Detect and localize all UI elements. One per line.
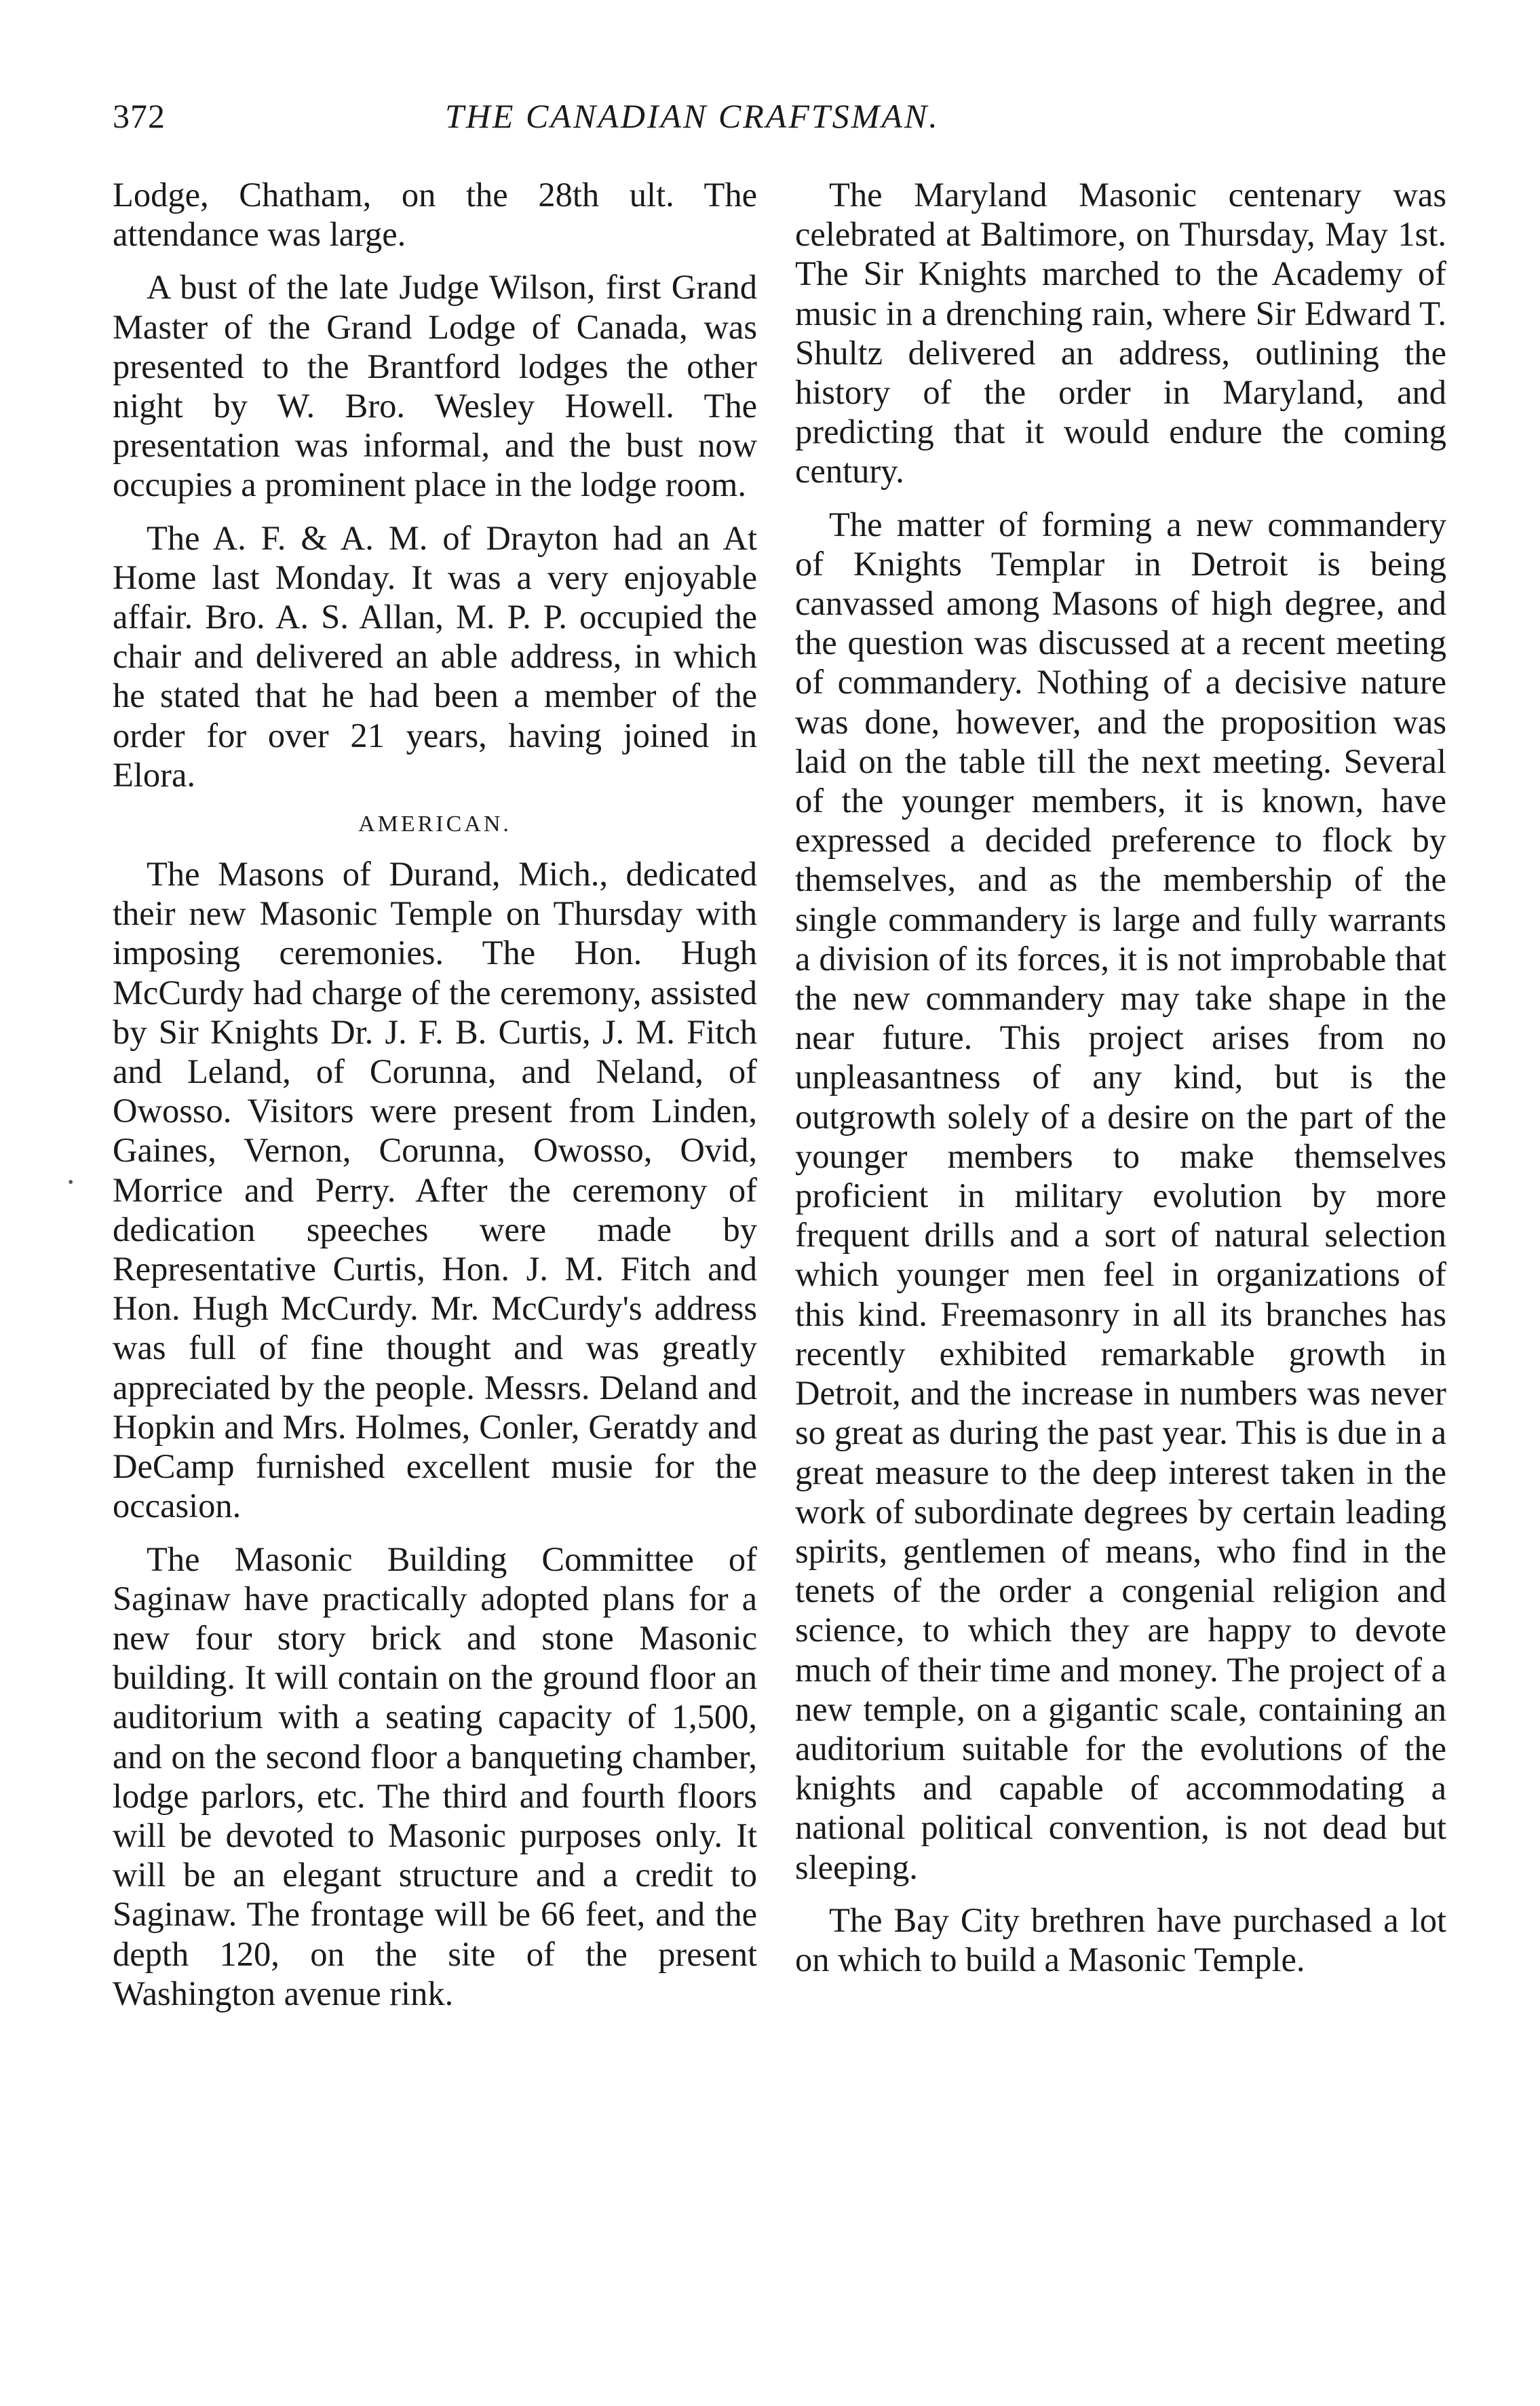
left-column <box>113 175 757 2027</box>
page-number: 372 <box>113 97 166 135</box>
section-heading-american: AMERICAN. <box>358 811 512 837</box>
paragraph-judge-wilson-bust: A bust of the late Judge Wilson, first Grand Master of the Grand Lodge of Canada, was presented to the Brantford lodges the other night by W. Bro. Wesley Howell. The presentation was informal, and the bust now occupies a prominent place in the lodge room. <box>113 268 757 504</box>
paragraph-drayton-at-home: The A. F. & A. M. of Drayton had an At Home last Monday. It was a very enjoyable affair. Bro. A. S. Allan, M. P. P. occupied the chair and delivered an able address, in which he stated that he had been a member of the order for over 21 years, having joined in Elora. <box>113 518 757 794</box>
paragraph-bay-city-temple: The Bay City brethren have purchased a lot on which to build a Masonic Temple. <box>795 1901 1446 1979</box>
paragraph-durand-temple: The Masons of Durand, Mich., dedicated their new Masonic Temple on Thursday with imposing ceremonies. The Hon. Hugh McCurdy had charge of the ceremony, assisted by Sir Knights Dr. J. F. B. Curtis, J. M. Fitch and Leland, of Corunna, and Neland, of Owosso. Visitors were present from Linden, Gaines, Vernon, Corunna, Owosso, Ovid, Morrice and Perry. After the ceremony of dedication speeches were made by Representative Curtis, Hon. J. M. Fitch and Hon. Hugh McCurdy. Mr. McCurdy's address was full of fine thought and was greatly appreciated by the people. Messrs. Deland and Hopkin and Mrs. Holmes, Conler, Geratdy and DeCamp furnished excellent musie for the occasion. <box>113 855 757 1525</box>
page-header <box>113 96 1442 151</box>
right-column <box>795 175 1446 1993</box>
margin-dot-mark: • <box>68 1174 74 1191</box>
paragraph-saginaw-building: The Masonic Building Committee of Saginaw have practically adopted plans for a new four story brick and stone Masonic building. It will contain on the ground floor an auditorium with a seating capacity of 1,500, and on the second floor a banqueting chamber, lodge parlors, etc. The third and fourth floors will be devoted to Masonic purposes only. It will be an elegant structure and a credit to Saginaw. The frontage will be 66 feet, and the depth 120, on the site of the present Washington avenue rink. <box>113 1540 757 2012</box>
paragraph-chatham-continued: Lodge, Chatham, on the 28th ult. The attendance was large. <box>113 176 757 254</box>
paragraph-detroit-commandery: The matter of forming a new commandery of Knights Templar in Detroit is being canvassed among Masons of high degree, and the question was discussed at a recent meeting of commandery. Nothing of a decisive nature was done, however, and the proposition was laid on the table till the next meeting. Several of the younger members, it is known, have expressed a decided preference to flock by themselves, and as the membership of the single commandery is large and fully warrants a division of its forces, it is not improbable that the new commandery may take shape in the near future. This project arises from no unpleasantness of any kind, but is the outgrowth solely of a desire on the part of the younger members to make themselves proficient in military evolution by more frequent drills and a sort of natural selection which younger men feel in organizations of this kind. Freemasonry in all its branches has recently exhibited remarkable growth in Detroit, and the increase in numbers was never so great as during the past year. This is due in a great measure to the deep interest taken in the work of subordinate degrees by certain leading spirits, gentlemen of means, who find in the tenets of the order a congenial religion and science, to which they are happy to devote much of their time and money. The project of a new temple, on a gigantic scale, containing an auditorium suitable for the evolutions of the knights and capable of accommodating a national political convention, is not dead but sleeping. <box>795 505 1446 1886</box>
paragraph-maryland-centenary: The Maryland Masonic centenary was celebrated at Baltimore, on Thursday, May 1st. The Sir Knights marched to the Academy of music in a drenching rain, where Sir Edward T. Shultz delivered an address, outlining the history of the order in Maryland, and predicting that it would endure the coming century. <box>795 176 1446 491</box>
running-title: THE CANADIAN CRAFTSMAN. <box>445 97 940 135</box>
